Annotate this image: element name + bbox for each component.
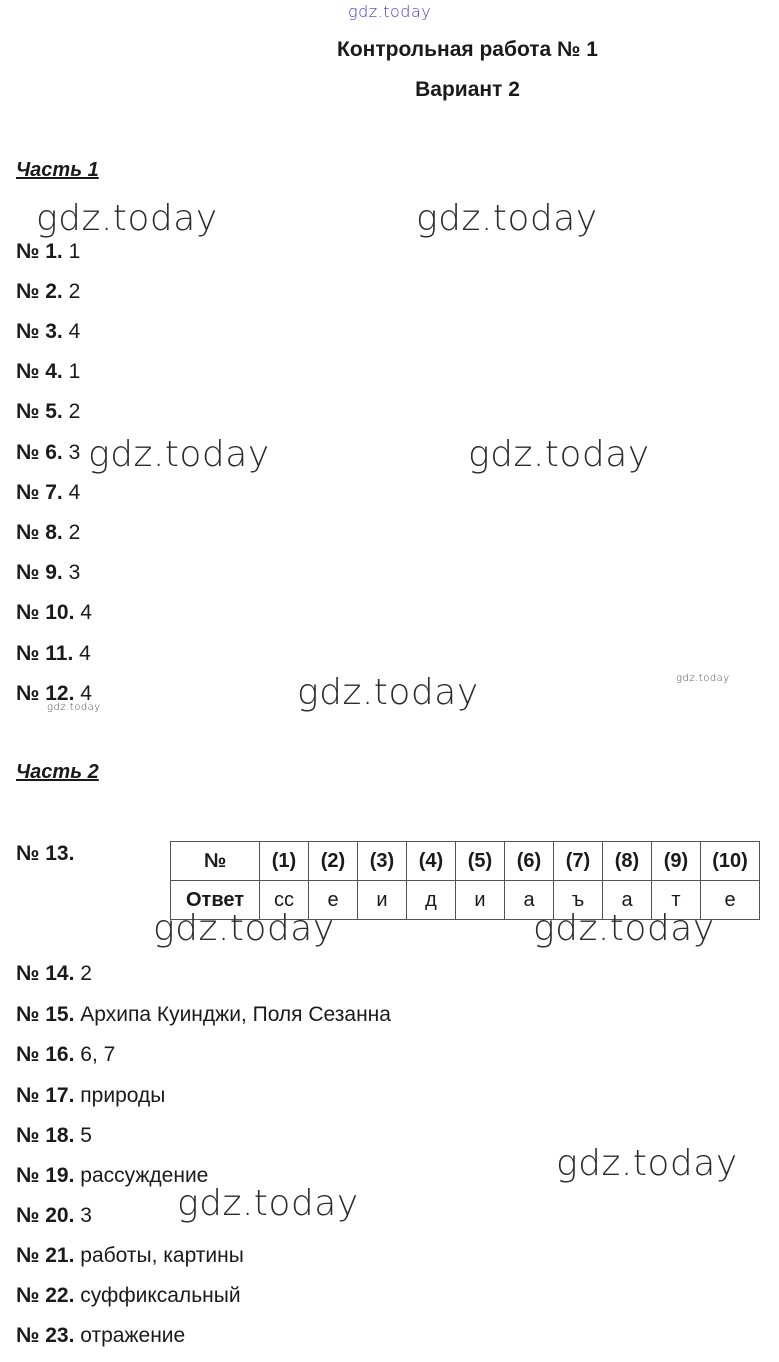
page-title: Контрольная работа № 1 [337, 38, 598, 61]
answer-value: 2 [68, 521, 81, 544]
answer-value: 4 [68, 320, 81, 343]
answer-value: 6, 7 [80, 1043, 116, 1066]
answer-line [16, 682, 92, 706]
table-answer-label: Ответ [171, 881, 260, 920]
answer-value: 5 [80, 1124, 92, 1147]
question-number: № 21. [16, 1244, 75, 1267]
watermark: gdz.today [468, 434, 650, 475]
answer-line [16, 240, 80, 264]
watermark: gdz.today [556, 1143, 738, 1184]
watermark: gdz.today [533, 908, 715, 949]
question-number: № 14. [16, 962, 75, 985]
question-number: № 20. [16, 1204, 75, 1227]
answer-line [16, 1003, 391, 1027]
answer-value: 1 [68, 360, 81, 383]
answer-line [16, 360, 80, 384]
table-column-header: (10) [701, 842, 760, 881]
table-cell: д [407, 881, 456, 920]
answer-line [16, 962, 92, 986]
table-column-header: (2) [309, 842, 358, 881]
table-header-label: № [171, 842, 260, 881]
table-cell: т [652, 881, 701, 920]
question-number: № 10. [16, 601, 75, 624]
answer-value: 2 [68, 400, 81, 423]
watermark: gdz.today [153, 908, 335, 949]
watermark: gdz.today [416, 198, 598, 239]
table-column-header: (6) [505, 842, 554, 881]
question-number: № 3. [16, 320, 63, 343]
answer-line [16, 481, 80, 505]
question-number: № 13. [16, 842, 75, 865]
table-column-header: (5) [456, 842, 505, 881]
question-number: № 22. [16, 1284, 75, 1307]
watermark-small: gdz.today [676, 673, 730, 684]
table-cell: ъ [554, 881, 603, 920]
answer-line [16, 1204, 92, 1228]
table-header-row [171, 842, 760, 881]
answer-line [16, 400, 80, 424]
table-cell: и [358, 881, 407, 920]
answer-line [16, 280, 80, 304]
answer-line [16, 441, 80, 465]
table-column-header: (1) [260, 842, 309, 881]
watermark: gdz.today [88, 434, 270, 475]
answer-value: отражение [80, 1324, 186, 1347]
watermark: gdz.today [297, 672, 479, 713]
question-number: № 19. [16, 1164, 75, 1187]
answer-value: 4 [80, 682, 92, 705]
answer-value: 3 [68, 561, 81, 584]
question-number: № 5. [16, 400, 63, 423]
table-cell: а [603, 881, 652, 920]
answer-value: суффиксальный [80, 1284, 241, 1307]
table-cell: е [309, 881, 358, 920]
answer-line [16, 1043, 115, 1067]
table-column-header: (3) [358, 842, 407, 881]
table-cell: а [505, 881, 554, 920]
part1-heading: Часть 1 [16, 159, 99, 181]
variant-title: Вариант 2 [415, 78, 520, 101]
answer-line [16, 1124, 92, 1148]
answer-value: 4 [68, 481, 81, 504]
answer-line [16, 1284, 241, 1308]
table-column-header: (8) [603, 842, 652, 881]
table-cell: е [701, 881, 760, 920]
answer-line [16, 320, 80, 344]
answer-value: 3 [68, 441, 81, 464]
question-number: № 8. [16, 521, 63, 544]
answer-value: Архипа Куинджи, Поля Сезанна [80, 1003, 391, 1026]
answer-value: 2 [68, 280, 81, 303]
table-column-header: (7) [554, 842, 603, 881]
answer-value: 3 [80, 1204, 92, 1227]
answer-value: работы, картины [80, 1244, 244, 1267]
answer-value: природы [80, 1084, 166, 1107]
question-number: № 2. [16, 280, 63, 303]
watermark: gdz.today [36, 198, 218, 239]
table-cell: сс [260, 881, 309, 920]
question-number: № 16. [16, 1043, 75, 1066]
answer-line [16, 601, 92, 625]
question-number: № 23. [16, 1324, 75, 1347]
watermark-top: gdz.today [348, 2, 432, 21]
question-number: № 6. [16, 441, 63, 464]
answer-line [16, 1244, 244, 1268]
question-number: № 12. [16, 682, 75, 705]
answer-line [16, 1084, 165, 1108]
answer-value: 2 [80, 962, 92, 985]
watermark: gdz.today [177, 1183, 359, 1224]
answer-value: 4 [80, 601, 92, 624]
question-number: № 17. [16, 1084, 75, 1107]
question-number: № 11. [16, 642, 74, 665]
table-column-header: (4) [407, 842, 456, 881]
answer-line [16, 1324, 185, 1348]
question-number: № 9. [16, 561, 63, 584]
answer-value: 4 [79, 642, 91, 665]
question-number: № 1. [16, 240, 63, 263]
table-column-header: (9) [652, 842, 701, 881]
question-number: № 18. [16, 1124, 75, 1147]
answer-value: 1 [68, 240, 81, 263]
question-number: № 15. [16, 1003, 75, 1026]
watermark-small: gdz.today [47, 702, 101, 713]
answer-line [16, 521, 80, 545]
answer-line [16, 561, 80, 585]
table-cell: и [456, 881, 505, 920]
answer-line [16, 842, 74, 866]
answer-line [16, 642, 91, 666]
part2-heading: Часть 2 [16, 761, 99, 783]
question-number: № 4. [16, 360, 63, 383]
answer-value: рассуждение [80, 1164, 209, 1187]
question-number: № 7. [16, 481, 63, 504]
